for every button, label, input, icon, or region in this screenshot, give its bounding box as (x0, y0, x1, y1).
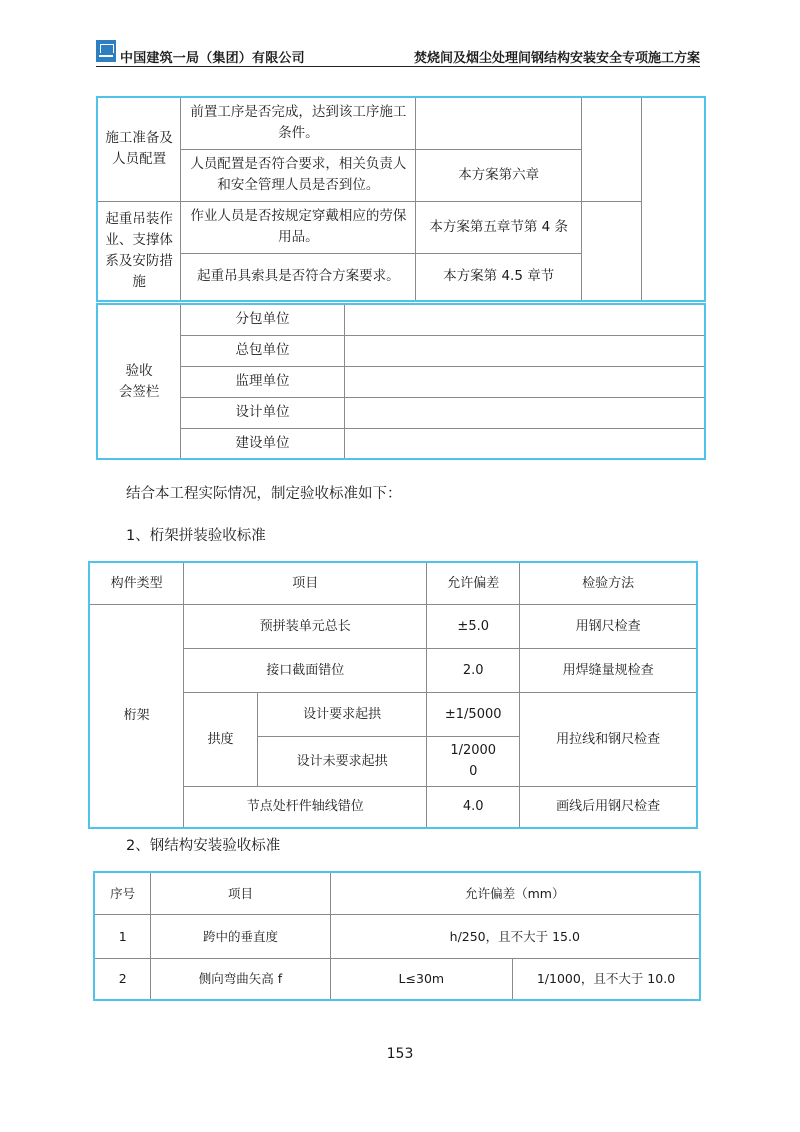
table-row (97, 304, 705, 335)
company-logo-icon (96, 40, 116, 62)
inspection-checklist-table (96, 96, 706, 302)
page-number: 153 (386, 1046, 414, 1062)
blank-cell (641, 97, 705, 301)
table-row (89, 604, 697, 648)
item-cell: 跨中的垂直度 (151, 914, 330, 958)
unit-label: 监理单位 (181, 366, 344, 397)
reference-cell: 本方案第五章节第 4 条 (416, 201, 581, 253)
row-number: 2 (94, 958, 151, 1000)
table-row (97, 201, 705, 253)
item-cell: 设计未要求起拱 (257, 736, 426, 786)
row-number: 1 (94, 914, 151, 958)
tolerance-cell: h/250，且不大于 15.0 (330, 914, 700, 958)
column-header: 构件类型 (89, 562, 184, 604)
check-item: 起重吊具索具是否符合方案要求。 (181, 253, 416, 301)
tolerance-cell: 1/1000，且不大于 10.0 (513, 958, 700, 1000)
document-title: 焚烧间及烟尘处理间钢结构安装安全专项施工方案 (413, 51, 700, 66)
method-cell: 用焊缝量规检查 (520, 648, 697, 692)
item-cell: 侧向弯曲矢高 f (151, 958, 330, 1000)
section-heading-1: 1、桁架拼装验收标准 (126, 528, 266, 544)
unit-label: 分包单位 (181, 304, 344, 335)
method-cell: 用钢尺检查 (520, 604, 697, 648)
reference-cell: 本方案第 4.5 章节 (416, 253, 581, 301)
blank-cell (581, 97, 641, 201)
check-item: 人员配置是否符合要求，相关负责人 和安全管理人员是否到位。 (181, 149, 416, 201)
group-cell: 拱度 (184, 692, 258, 786)
column-header: 项目 (184, 562, 427, 604)
unit-label: 设计单位 (181, 397, 344, 428)
member-type: 桁架 (89, 604, 184, 828)
intro-paragraph: 结合本工程实际情况，制定验收标准如下： (126, 486, 402, 502)
group-label: 起重吊装作 业、支撑体 系及安防措 施 (97, 201, 181, 301)
table-header-row (94, 872, 700, 914)
column-header: 允许偏差 (427, 562, 520, 604)
table-header-row (89, 562, 697, 604)
tolerance-cell: ±1/5000 (427, 692, 520, 736)
item-cell: 节点处杆件轴线错位 (184, 786, 427, 828)
item-cell: 设计要求起拱 (257, 692, 426, 736)
section-heading-2: 2、钢结构安装验收标准 (126, 838, 281, 854)
tolerance-cell: 2.0 (427, 648, 520, 692)
table-row (97, 335, 705, 366)
signoff-table (96, 303, 706, 460)
method-cell: 画线后用钢尺检查 (520, 786, 697, 828)
table-row (97, 366, 705, 397)
column-header: 允许偏差（mm） (330, 872, 700, 914)
group-label: 施工准备及 人员配置 (97, 97, 181, 201)
company-name: 中国建筑一局（集团）有限公司 (120, 51, 305, 66)
table-row (94, 958, 700, 1000)
signature-field[interactable] (344, 304, 705, 335)
tolerance-cell: 4.0 (427, 786, 520, 828)
signoff-label: 验收 会签栏 (97, 304, 181, 459)
table-row (97, 397, 705, 428)
signature-field[interactable] (344, 335, 705, 366)
reference-cell (416, 97, 581, 149)
table-row (97, 428, 705, 459)
column-header: 检验方法 (520, 562, 697, 604)
tolerance-cell: ±5.0 (427, 604, 520, 648)
method-cell: 用拉线和钢尺检查 (520, 692, 697, 786)
reference-cell: 本方案第六章 (416, 149, 581, 201)
condition-cell: L≤30m (330, 958, 512, 1000)
check-item: 作业人员是否按规定穿戴相应的劳保 用品。 (181, 201, 416, 253)
tolerance-cell: 1/2000 0 (427, 736, 520, 786)
truss-assembly-standard-table (88, 561, 698, 829)
table-row (97, 97, 705, 149)
page-header (96, 38, 700, 67)
column-header: 项目 (151, 872, 330, 914)
item-cell: 预拼装单元总长 (184, 604, 427, 648)
column-header: 序号 (94, 872, 151, 914)
unit-label: 建设单位 (181, 428, 344, 459)
signature-field[interactable] (344, 397, 705, 428)
signature-field[interactable] (344, 428, 705, 459)
table-row (94, 914, 700, 958)
unit-label: 总包单位 (181, 335, 344, 366)
blank-cell (581, 201, 641, 301)
check-item: 前置工序是否完成，达到该工序施工 条件。 (181, 97, 416, 149)
steel-installation-standard-table (93, 871, 701, 1001)
item-cell: 接口截面错位 (184, 648, 427, 692)
signature-field[interactable] (344, 366, 705, 397)
